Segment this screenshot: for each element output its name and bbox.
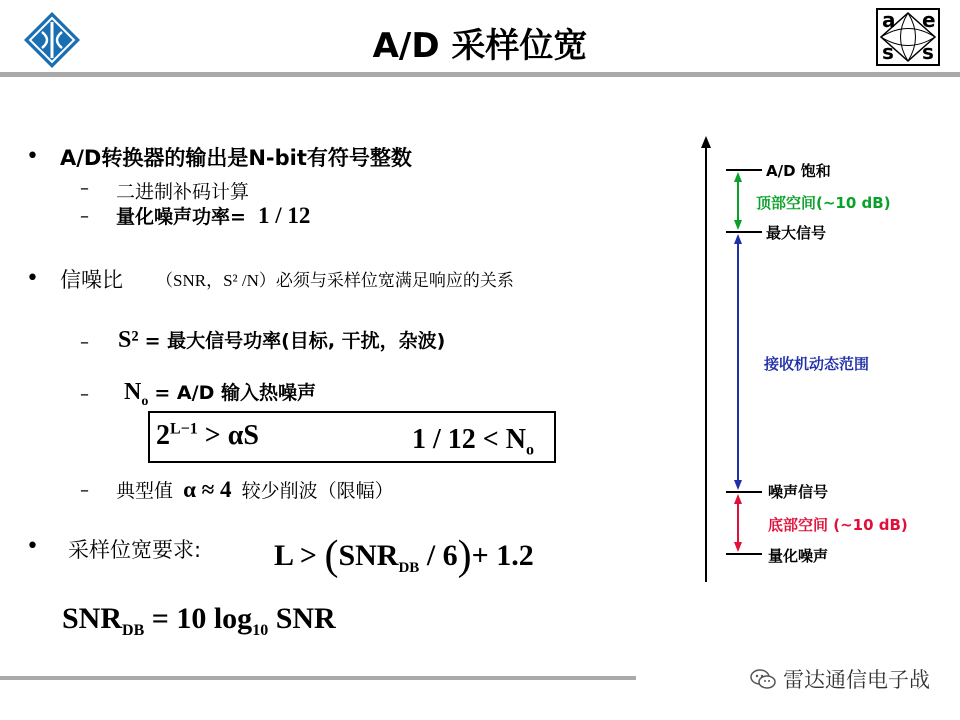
box-right-formula: $1 / 12 < N_o$	[412, 424, 534, 459]
snr-relation-text: （SNR，S² /N）必须与采样位宽满足响应的关系	[156, 271, 514, 290]
bullet-1-text: A/D转换器的输出是N-bit有符号整数	[60, 146, 412, 170]
diagram-axis-arrow	[701, 136, 711, 148]
bullet-dot: •	[26, 534, 39, 559]
wechat-icon	[750, 668, 776, 690]
clipping-text: 较少削波（限幅）	[241, 480, 394, 502]
label-headroom: 顶部空间(~10 dB)	[756, 194, 891, 212]
dash-marker: –	[80, 178, 89, 199]
quant-noise-label: 量化噪声功率=	[116, 206, 246, 228]
quant-noise-formula: 1 / 12	[257, 203, 311, 228]
bullet-dot: •	[26, 266, 39, 291]
bit-width-formula: $L > (SNR_{DB} / 6)+ 1.2$	[274, 533, 534, 579]
no-formula: $N_o$	[124, 379, 149, 409]
bullet-1-sub-2	[116, 202, 310, 229]
aess-letter-s1: s	[882, 40, 894, 64]
dash-marker: –	[80, 384, 89, 405]
aess-letter-a: a	[882, 8, 896, 32]
label-noise-signal: 噪声信号	[768, 483, 829, 501]
box-left-formula: $2^{L-1} > \alpha S$	[156, 420, 259, 451]
aess-letter-s2: s	[922, 40, 934, 64]
bullet-2-text: 信噪比	[60, 268, 123, 292]
watermark-text: 雷达通信电子战	[783, 668, 930, 692]
dash-marker: –	[80, 480, 89, 501]
bullet-2-sub-2	[124, 378, 316, 410]
bullet-2-sub-3	[116, 476, 394, 503]
watermark	[750, 664, 930, 694]
dash-marker: –	[80, 332, 89, 353]
label-ad-saturation: A/D 饱和	[766, 162, 831, 180]
bullet-3-text: 采样位宽要求:	[68, 538, 202, 562]
s2-formula: S²	[118, 327, 139, 353]
title-divider	[0, 72, 960, 77]
label-max-signal: 最大信号	[766, 224, 827, 242]
typical-value-label: 典型值	[116, 480, 174, 502]
label-dynamic-range: 接收机动态范围	[764, 355, 870, 373]
aess-letter-e: e	[922, 8, 936, 32]
page-title: A/D 采样位宽	[372, 26, 588, 66]
label-quant-noise: 量化噪声	[768, 547, 829, 565]
thermal-noise-text: = A/D 输入热噪声	[154, 382, 316, 404]
bullet-dot: •	[26, 144, 39, 169]
dash-marker: –	[80, 206, 89, 227]
snr-db-equation: $SNR_{DB} = 10$ $\log_{10}$ SNR	[62, 602, 336, 639]
alpha-formula: α ≈ 4	[183, 477, 232, 502]
bullet-2-sub-1	[118, 326, 445, 354]
bullet-1-sub-1: 二进制补码计算	[116, 181, 250, 203]
label-footroom: 底部空间 (~10 dB)	[768, 516, 908, 534]
footer-divider	[0, 676, 636, 680]
max-signal-power-text: = 最大信号功率(目标, 干扰，杂波)	[144, 330, 446, 352]
